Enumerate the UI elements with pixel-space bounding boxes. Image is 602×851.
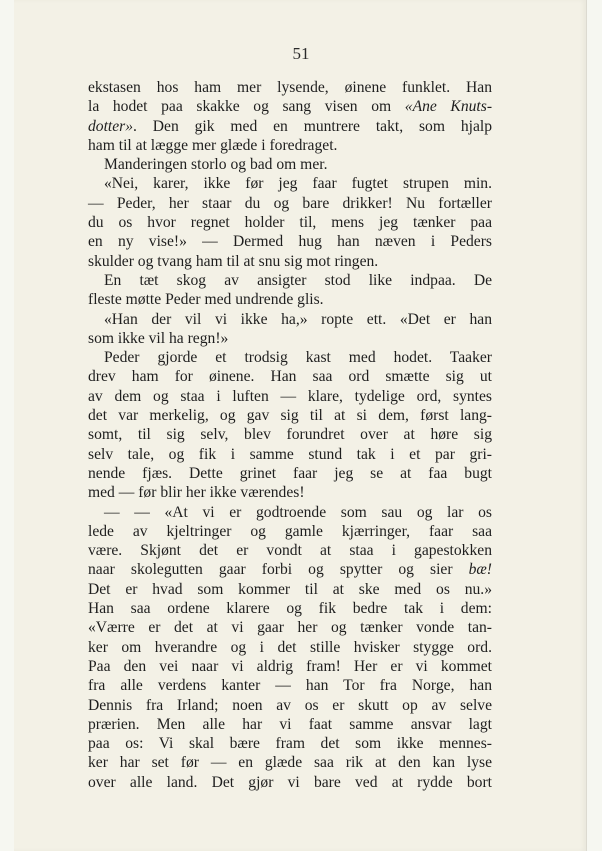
text-line: Han saa ordene klarere og fik bedre tak i dem: bbox=[88, 600, 492, 618]
text-line: — — «At vi er godtroende som sau og lar os bbox=[104, 503, 492, 521]
text-line: drev ham for øinene. Han saa ord smætte sig ut bbox=[88, 368, 492, 386]
text-line: som ikke vil ha regn!» bbox=[88, 329, 229, 347]
text-line: — Peder, her staar du og bare drikker! Nu fortæller bbox=[88, 194, 492, 212]
text-line: fleste møtte Peder med undrende glis. bbox=[88, 291, 324, 309]
page-number: 51 bbox=[292, 44, 310, 63]
body-text bbox=[88, 78, 492, 792]
text-line: Peder gjorde et trodsig kast med hodet. Taaker bbox=[104, 349, 492, 367]
text-line: fra alle verdens kanter — han Tor fra Norge, han bbox=[88, 677, 492, 695]
text-line: nende fjæs. Dette grinet faar jeg se at faa bugt bbox=[88, 464, 492, 482]
text-line: av dem og staa i luften — klare, tydelige ord, syntes bbox=[88, 387, 492, 405]
text-line: Manderingen storlo og bad om mer. bbox=[104, 156, 328, 174]
text-line: somt, til sig selv, blev forundret over at høre sig bbox=[88, 426, 492, 444]
text-line: naar skolegutten gaar forbi og spytter og sier bæ! bbox=[88, 561, 492, 579]
text-line: Dennis fra Irland; noen av os er skutt op av selve bbox=[88, 696, 492, 714]
text-line: En tæt skog av ansigter stod like indpaa. De bbox=[104, 271, 492, 289]
text-line: med — før blir her ikke værendes! bbox=[88, 484, 305, 502]
text-line: ker har set før — en glæde saa rik at den kan lyse bbox=[88, 754, 492, 772]
text-line: over alle land. Det gjør vi bare ved at rydde bort bbox=[88, 773, 492, 791]
text-line: være. Skjønt det er vondt at staa i gapestokken bbox=[88, 542, 492, 560]
text-line: prærien. Men alle har vi faat samme ansvar lagt bbox=[88, 715, 492, 733]
text-line: du os hvor regnet holder til, mens jeg tænker paa bbox=[88, 214, 492, 232]
text-line: skulder og tvang ham til at snu sig mot ringen. bbox=[88, 252, 379, 270]
text-line: selv tale, og fik i samme stund tak i et par gri- bbox=[88, 445, 492, 463]
text-line: ham til at lægge mer glæde i foredraget. bbox=[88, 136, 338, 154]
text-line: dotter». Den gik med en muntrere takt, som hjalp bbox=[88, 117, 492, 135]
text-line: det var merkelig, og gav sig til at si dem, først lang- bbox=[88, 407, 492, 425]
text-line: «Han der vil vi ikke ha,» ropte ett. «Det er han bbox=[104, 310, 492, 328]
text-line: Det er hvad som kommer til at ske med os nu.» bbox=[88, 580, 492, 598]
text-line: lede av kjeltringer og gamle kjærringer, faar saa bbox=[88, 522, 492, 540]
text-line: ekstasen hos ham mer lysende, øinene funklet. Han bbox=[88, 79, 492, 96]
text-line: Paa den vei naar vi aldrig fram! Her er vi kommet bbox=[88, 657, 492, 675]
text-line: la hodet paa skakke og sang visen om «Ane Knuts- bbox=[88, 98, 493, 116]
text-line: ker om hverandre og i det stille hvisker stygge ord. bbox=[88, 638, 492, 656]
text-line: «Nei, karer, ikke før jeg faar fugtet strupen min. bbox=[104, 175, 492, 193]
text-line: en ny vise!» — Dermed hug han næven i Peders bbox=[88, 233, 492, 251]
text-line: «Værre er det at vi gaar her og tænker vonde tan- bbox=[88, 619, 492, 637]
text-line: paa os: Vi skal bære fram det som ikke mennes- bbox=[88, 735, 492, 753]
